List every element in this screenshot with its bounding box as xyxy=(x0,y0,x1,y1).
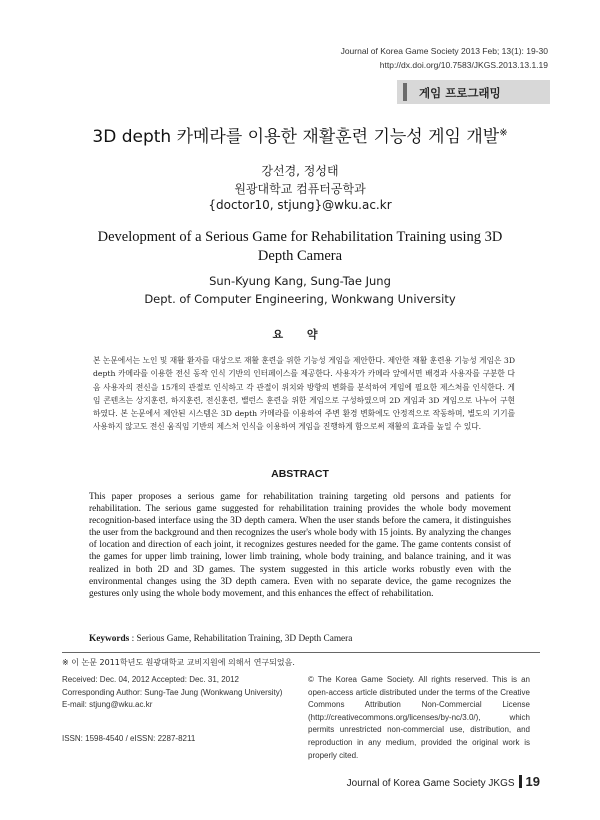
korean-affiliation: 원광대학교 컴퓨터공학과 xyxy=(234,182,366,196)
footer-separator xyxy=(519,775,522,788)
korean-authors: 강선경, 정성태 xyxy=(261,164,339,178)
contact-email[interactable]: E-mail: stjung@wku.ac.kr xyxy=(62,700,153,710)
journal-citation: Journal of Korea Game Society 2013 Feb; 13(1): 19-30 xyxy=(340,46,548,56)
korean-abstract-body: 본 논문에서는 노인 및 재활 환자를 대상으로 재활 훈련을 위한 기능성 게임을 제안한다. 제안한 재활 훈련용 기능성 게임은 3D depth 카메라를 이용한 전신 동작 인식 기반의 인터페이스를 제공한다. 사용자가 카메라 앞에서면 배경과 사용자를 구분한 다음 사용자의 전신을 15개의 관절로 인식하고 각 관절이 위치와 방향의 변화를 분석하여 게임에 필요한 제스처를 인식한다. 게임 콘텐츠는 상지훈련, 하지훈련, 전신훈련, 밸런스 훈련을 위한 게임으로 구성하였으며 2D 게임과 3D 게임으로 나누어 구현하였다. 본 논문에서 제안된 시스템은 3D depth 카메라를 이용하여 주변 환경 변화에도 안정적으로 작동하며, 별도의 기기를 사용하지 않고도 전신 움직임 기반의 제스처 인식을 이용하여 게임을 진행하게 함으로써 재활의 효과를 높일 수 있다. xyxy=(93,356,515,432)
english-authors: Sun-Kyung Kang, Sung-Tae Jung xyxy=(209,274,391,288)
korean-title xyxy=(0,122,600,147)
page-number: 19 xyxy=(525,774,540,789)
korean-abstract-heading: 요 약 xyxy=(272,328,328,341)
funding-footnote: ※ 이 논문 2011학년도 원광대학교 교비지원에 의해서 연구되었음. xyxy=(62,658,295,667)
issn-line: ISSN: 1598-4540 / eISSN: 2287-8211 xyxy=(62,734,196,743)
copyright-notice: © The Korea Game Society. All rights reserved. This is an open-access article distributed under the terms of the Creative Commons Attribution Non-Commercial License (http://creativecommons.org/licenses/by-nc/3.0/), which permits unrestricted non-commercial use, distribution, and reproduction in any medium, provided the original work is properly cited. xyxy=(308,675,530,760)
english-affiliation: Dept. of Computer Engineering, Wonkwang University xyxy=(144,292,456,306)
title-footnote-mark: ※ xyxy=(499,127,508,139)
author-emails: {doctor10, stjung}@wku.ac.kr xyxy=(208,198,392,212)
page-footer xyxy=(347,774,540,789)
article-info xyxy=(62,674,282,712)
corresponding-author: Corresponding Author: Sung-Tae Jung (Wonkwang University) xyxy=(62,687,283,697)
keywords-line xyxy=(89,634,511,644)
received-dates: Received: Dec. 04, 2012 Accepted: Dec. 31, 2012 xyxy=(62,675,240,684)
english-abstract-heading: ABSTRACT xyxy=(271,468,329,480)
keywords-label: Keywords xyxy=(89,634,130,644)
english-title: Development of a Serious Game for Rehabilitation Training using 3D Depth Camera xyxy=(97,229,503,264)
section-marker xyxy=(403,83,407,101)
section-banner xyxy=(397,80,550,104)
keywords-list: : Serious Game, Rehabilitation Training, 3D Depth Camera xyxy=(131,634,353,644)
doi-link[interactable]: http://dx.doi.org/10.7583/JKGS.2013.13.1.19 xyxy=(379,60,548,70)
footer-journal: Journal of Korea Game Society JKGS xyxy=(346,778,515,789)
korean-title-text: 3D depth 카메라를 이용한 재활훈련 기능성 게임 개발 xyxy=(92,127,500,147)
english-abstract-body: This paper proposes a serious game for rehabilitation training targeting old persons and patients for rehabilitation. The serious game suggested for rehabilitation training provides the whole body movement recognition-based interface using the 3D depth camera. When the user stands before the camera, it distinguishes the user from the background and then recognizes the user's whole body with 15 joints. By analyzing the changes of location and direction of each joint, it recognizes gestures needed for the game. The game contents consist of the games for upper limb training, lower limb training, whole body training, and balance training, and it was realized in both 2D and 3D games. The system suggested in this article works robustly even with the environmental changes using the 3D depth camera. Even with no separate device, the game recognizes the gestures only using the whole body movement, and this enhances the effect of rehabilitation. xyxy=(89,492,511,599)
section-label: 게임 프로그래밍 xyxy=(419,86,501,100)
footnote-divider xyxy=(62,652,540,653)
